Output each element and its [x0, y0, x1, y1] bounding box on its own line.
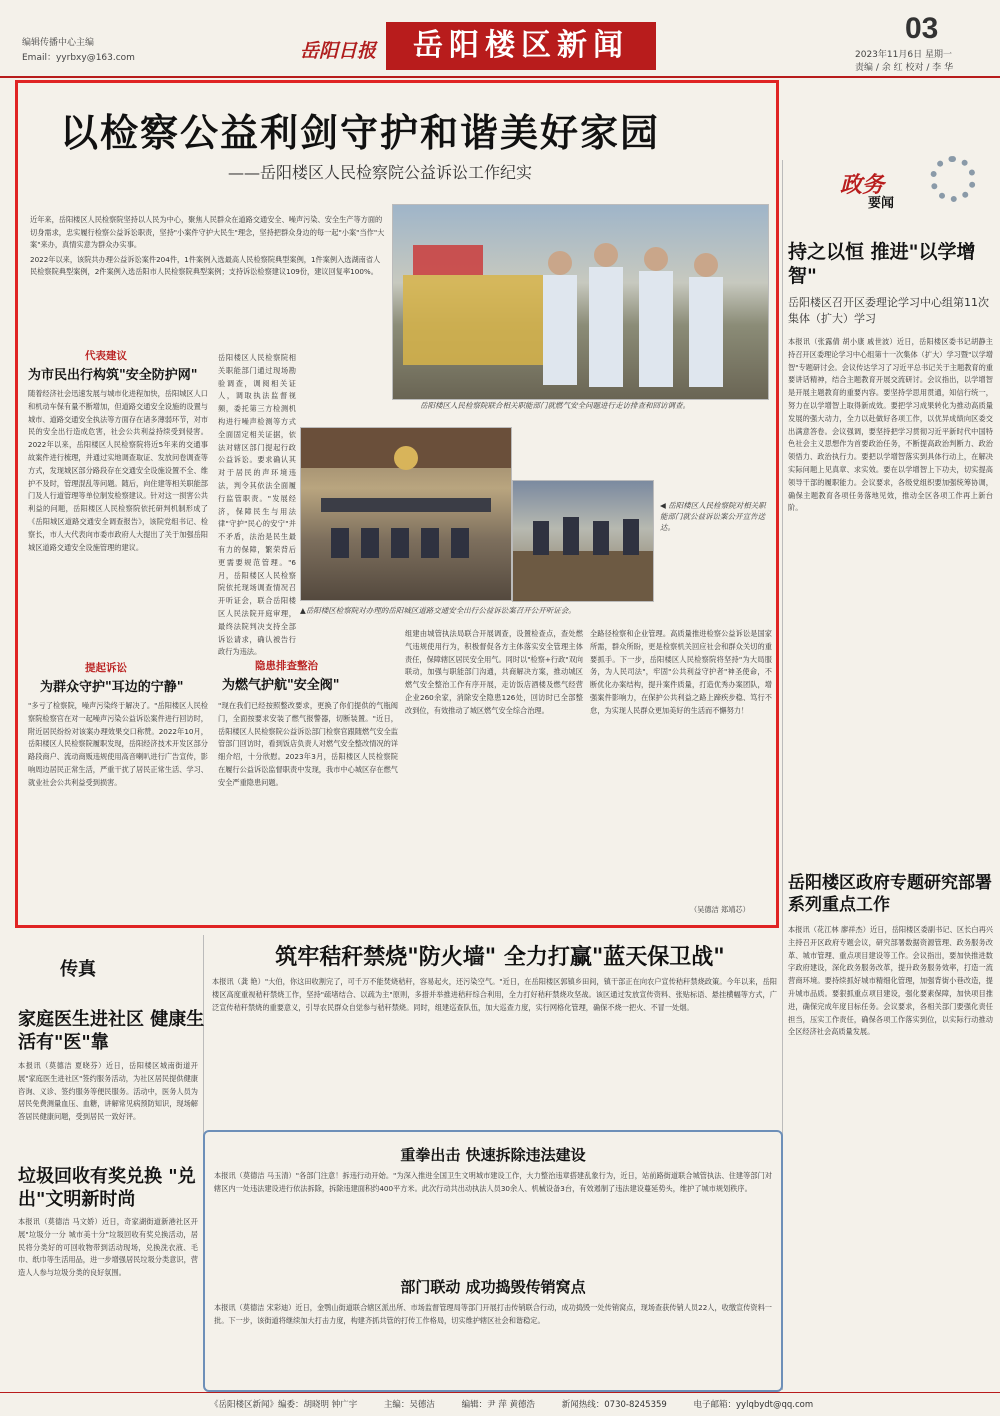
article-body: 本报讯（莫德洁 宋彩迪）近日，金鹗山街道联合辖区派出所、市场监督管理局等部门开展打击传销联合行动，成功捣毁一处传销窝点，现场查获传销人员22人，收缴宣传资料一批。下一步，该街道将继续加大打击力度，构建齐抓共管的打传工作格局，切实维护辖区社会和谐稳定。 — [214, 1303, 772, 1325]
article-headline: 筑牢秸秆禁烧"防火墙" 全力打赢"蓝天保卫战" — [275, 945, 725, 970]
masthead-left — [22, 36, 135, 66]
footer-editor: 编辑：尹 萍 黄德浩 — [461, 1400, 536, 1410]
lead-subheadline: ——岳阳楼区人民检察院公益诉讼工作纪实 — [228, 163, 533, 182]
masthead-rule — [0, 76, 1000, 78]
article-headline: 家庭医生进社区 健康生活有"医"靠 — [18, 1009, 205, 1053]
section-kicker: 隐患排查整治 — [255, 660, 318, 672]
article-body: 组建由城管执法局联合开展调查，设置检查点，查处燃气违规使用行为，积极督促各方主体落实安全管理主体责任，保障辖区居民安全用气。同时以"检察+行政"双向联动，加强与职能部门沟通，共商解决方案，推动城区燃气安全整治工作有序开展，走访饭店酒楼及燃气经营企业260余家，消除安全隐患126处，回访时已全部整改到位，有效推动了城区燃气安全综合治理。 — [405, 629, 583, 715]
section-title: 为市民出行构筑"安全防护网" — [28, 368, 198, 383]
photo-caption: ◀ 岳阳楼区人民检察院对相关职能部门就公益诉讼案公开宣告送达。 — [660, 501, 766, 532]
masthead-email: Email：yyrbxy@163.com — [22, 53, 135, 63]
section-kicker-big: 政务 — [840, 172, 885, 198]
section-kicker: 传真 — [60, 959, 96, 980]
editors-line: 责编 / 余 红 校对 / 李 华 — [855, 63, 954, 73]
footer-board: 《岳阳楼区新闻》编委：胡晓明 钟广宇 — [210, 1400, 358, 1410]
article-body: 随着经济社会迅速发展与城市化进程加快，岳阳城区人口和机动车保有量不断增加，但道路交通安全设施的设置与城市、道路交通安全执法等方面存在诸多薄弱环节，对市民的安全出行造成危害，社会公共利益持续受到侵害。2022年以来，岳阳楼区人民检察院将近5年来的交通事故案件进行梳理，并通过实地调查取证、发放问卷调查等方式，发现城区部分路段存在交通安全设施设置不全、维护不及时，管理混乱等问题。随后，向住建等相关职能部门及人行道管理等单位制发检察建议。针对这一损害公共利益的问题，岳阳楼区人民检察院依托研判机制形成了《岳阳城区道路交通安全调查报告》，该院党组书记、检察长，市人大代表向市委市政府人大提出了关于加强岳阳城区道路交通安全设施管理的建议。 — [28, 389, 208, 552]
lead-headline: 以检察公益利剑守护和谐美好家园 — [60, 110, 661, 155]
byline: （吴德洁 郑靖芯） — [690, 905, 750, 914]
section-title: 为燃气护航"安全阀" — [222, 678, 340, 693]
footer-email: 电子邮箱：yylqbydt@qq.com — [693, 1400, 814, 1410]
page-number: 03 — [905, 12, 939, 45]
meeting-illustration — [513, 481, 653, 601]
hall-illustration — [301, 428, 511, 600]
photo-people-illustration — [393, 205, 768, 399]
section-kicker-small: 要闻 — [868, 196, 895, 211]
article-body: 本报讯（莫德洁 马文娇）近日，奇家湖街道新港社区开展"垃圾分一分 城市美十分"垃圾回收有奖兑换活动，居民将分类好的可回收物带到活动现场，兑换洗衣液、毛巾、纸巾等生活用品，进一步增强居民垃圾分类意识，营造人人参与垃圾分类的良好氛围。 — [18, 1217, 198, 1278]
section-kicker: 代表建议 — [85, 350, 127, 362]
article-headline: 岳阳楼区政府专题研究部署系列重点工作 — [788, 873, 992, 915]
photo-caption: ▲岳阳楼区检察院对办理的岳阳城区道路交通安全出行公益诉讼案召开公开听证会。 — [300, 606, 576, 615]
section-kicker: 提起诉讼 — [85, 662, 127, 674]
footer — [210, 1398, 910, 1410]
footer-rule — [0, 1392, 1000, 1393]
photo-caption: 岳阳楼区人民检察院联合相关职能部门就燃气安全问题进行走访排查和回访调查。 — [420, 401, 690, 410]
issue-date: 2023年11月6日 星期一 — [855, 50, 952, 60]
article-body: 本报讯（龚 艳）"大伯，你这田收割完了，可千万不能焚烧秸秆，容易起火，还污染空气。"近日，在岳阳楼区郭镇乡田间，镇干部正在向农户宣传秸秆禁烧政策。今年以来，岳阳楼区高度重视秸秆禁烧工作，坚持"疏堵结合、以疏为主"原则，多措并举推进秸秆综合利用，全力打好秸秆禁烧攻坚战。该区通过发放宣传资料、张贴标语、悬挂横幅等方式，广泛宣传秸秆禁烧的重要意义，引导农民群众自觉参与秸秆禁烧。同时，组建巡查队伍，加大巡查力度，实行网格化管理，确保不烧一把火、不冒一处烟。 — [212, 977, 777, 1012]
article-body: 岳阳楼区人民检察院相关职能部门通过现场勘验调查，调阅相关证人，调取执法监督视频，委托第三方检测机构进行噪声检测等方式全面固定相关证据，依法对辖区部门提起行政公益诉讼。要求确认其对于居民的声环境违法，判令其依法全面履行监管职责。"发展经济，保障民生与用法律"守护"民心的安宁"并不矛盾，法治是民生最有力的保障，繁荣背后更需要规范管理。"6月，岳阳楼区人民检察院依托现场调查情况召开听证会，联合岳阳楼区人民法院开庭审理，最终法院判决支持全部诉讼请求，确认被告行政行为违法。 — [218, 353, 296, 657]
article-body: "现在我们已经按照整改要求，更换了你们提供的气瓶阀门，全面按要求安装了燃气报警器，切断装置。"近日，岳阳楼区人民检察院公益诉讼部门检察官跟随燃气安全监管部门回访时，看到饭店负责人对燃气安全整改情况的详细介绍，十分欣慰。2023年3月，岳阳楼区人民检察院在履行公益诉讼监督职责中发现，我市中心城区存在燃气安全严重隐患问题。 — [218, 701, 398, 787]
photo-site-inspection — [392, 204, 769, 400]
section-title: 岳阳楼区新闻 — [386, 22, 656, 70]
box-headline: 部门联动 成功捣毁传销窝点 — [400, 1278, 586, 1296]
intro-paragraph: 2022年以来，该院共办理公益诉讼案件204件，1件案例入选最高人民检察院典型案例，1件案例入选湖南省人民检察院典型案例，2件案例入选岳阳市人民检察院典型案例；支持诉讼检察建议109份，建议回复率100%。 — [30, 254, 381, 276]
article-body: 本报讯（莫德洁 夏晓芬）近日，岳阳楼区城南街道开展"家庭医生进社区"签约服务活动，为社区居民提供健康咨询、义诊、签约服务等便民服务。活动中，医务人员为居民免费测量血压、血糖，讲解常见病预防知识，现场解答居民健康问题，受到居民一致好评。 — [18, 1061, 198, 1122]
article-headline: 垃圾回收有奖兑换 "兑出"文明新时尚 — [18, 1166, 196, 1210]
article-body: 本报讯（张露倩 胡小康 戚世波）近日，岳阳楼区委书记胡静主持召开区委理论学习中心组第十一次集体（扩大）学习暨"以学增智"专题研讨会。会议传达学习了习近平总书记关于主题教育的重要讲话精神，结合主题教育开展交流研讨。会议指出，以学增智是开展主题教育的重要内容。要坚持学思用贯通，知信行统一，努力在以学增智上取得新成效。要把学习成果转化为推动高质量发展的强大动力，全力以赴做好各项工作，以优异成绩向区委交出满意答卷。会议强调，要坚持把学习贯彻习近平新时代中国特色社会主义思想作为首要政治任务，不断提高政治判断力、政治领悟力、政治执行力。要把以学增智落实到具体行动上，在解决实际问题上见真章、求实效。要在以学增智上下功夫，切实提高领导干部的履职能力。会议要求，各级党组织要加强统筹协调，确保主题教育各项任务落地见效，推动全区各项工作再上新台阶。 — [788, 337, 993, 513]
footer-chief: 主编：吴德洁 — [383, 1400, 435, 1410]
article-body: "多亏了检察院，噪声污染终于解决了。"岳阳楼区人民检察院检察官在对一起噪声污染公益诉讼案件进行回访时，附近居民纷纷对该案办理效果交口称赞。2022年10月，岳阳楼区人民检察院履职发现，岳阳经济技术开发区部分路段商户、流动商贩违规使用高音喇叭进行广告宣传，影响周边居民正常生活，严重干扰了居民正常生活、学习、就业社会公共利益受到损害。 — [28, 701, 208, 787]
photo-delivery — [512, 480, 654, 602]
article-subheadline: 岳阳楼区召开区委理论学习中心组第11次集体（扩大）学习 — [788, 296, 989, 325]
footer-phone: 新闻热线：0730-8245359 — [561, 1400, 667, 1410]
lead-intro — [30, 214, 385, 279]
gear-icon — [930, 156, 976, 202]
masthead-center: 编辑传播中心主编 — [22, 38, 95, 48]
newspaper-logo: 岳阳日报 — [300, 40, 377, 62]
intro-paragraph: 近年来，岳阳楼区人民检察院坚持以人民为中心，聚焦人民群众在道路交通安全、噪声污染、安全生产等方面的切身需求，忠实履行检察公益诉讼职责，坚持"小案件守护大民生"理念，坚持把群众身边的每一起"小案"当作"大案"来办，真情实意为群众办实事。 — [30, 215, 385, 249]
article-headline: 持之以恒 推进"以学增智" — [788, 241, 976, 287]
article-body: 本报讯（花江林 廖祥杰）近日，岳阳楼区委副书记、区长白再兴主持召开区政府专题会议，研究部署数据资源管理、政务服务改革、城市管理、重点项目建设等工作。会议指出，要加快推进数字政府建设，深化政务服务改革，提升政务服务效率，打造一流营商环境。要持续抓好城市精细化管理，加强背街小巷改造，提升城市品质。要狠抓重点项目建设，强化要素保障，加快项目推进，确保完成年度目标任务。会议要求，各相关部门要强化责任担当，压实工作责任，确保各项工作落实到位，以实际行动推动全区经济社会高质量发展。 — [788, 925, 993, 1037]
box-headline: 重拳出击 快速拆除违法建设 — [400, 1146, 586, 1164]
section-title: 为群众守护"耳边的宁静" — [40, 680, 184, 695]
article-body: 本报讯（莫德洁 马玉清）"各部门注意！拆违行动开始。"为深入推进全国卫生文明城市建设工作，大力整治违章搭建乱象行为，近日，站前路街道联合城管执法、住建等部门对辖区内一处违法建设进行依法拆除，拆除违建面积约400平方米。此次行动共出动执法人员30余人、机械设备3台，有效遏制了违法建设蔓延势头，维护了城市规划秩序。 — [214, 1171, 772, 1193]
photo-hearing — [300, 427, 512, 601]
article-body: 全路径检察和企业管理。高质量推进检察公益诉讼是国家所需，群众所盼，更是检察机关回应社会和群众关切的重要抓手。下一步，岳阳楼区人民检察院将坚持"为大局服务，为人民司法"，牢固"公共利益守护者"神圣使命，不断优化办案结构，提升案件质量，打造优秀办案团队，增强案件影响力，在保护公共利益之路上蹄疾步稳、笃行不怠，为实现人民群众更加美好的生活而不懈努力！ — [590, 629, 772, 715]
